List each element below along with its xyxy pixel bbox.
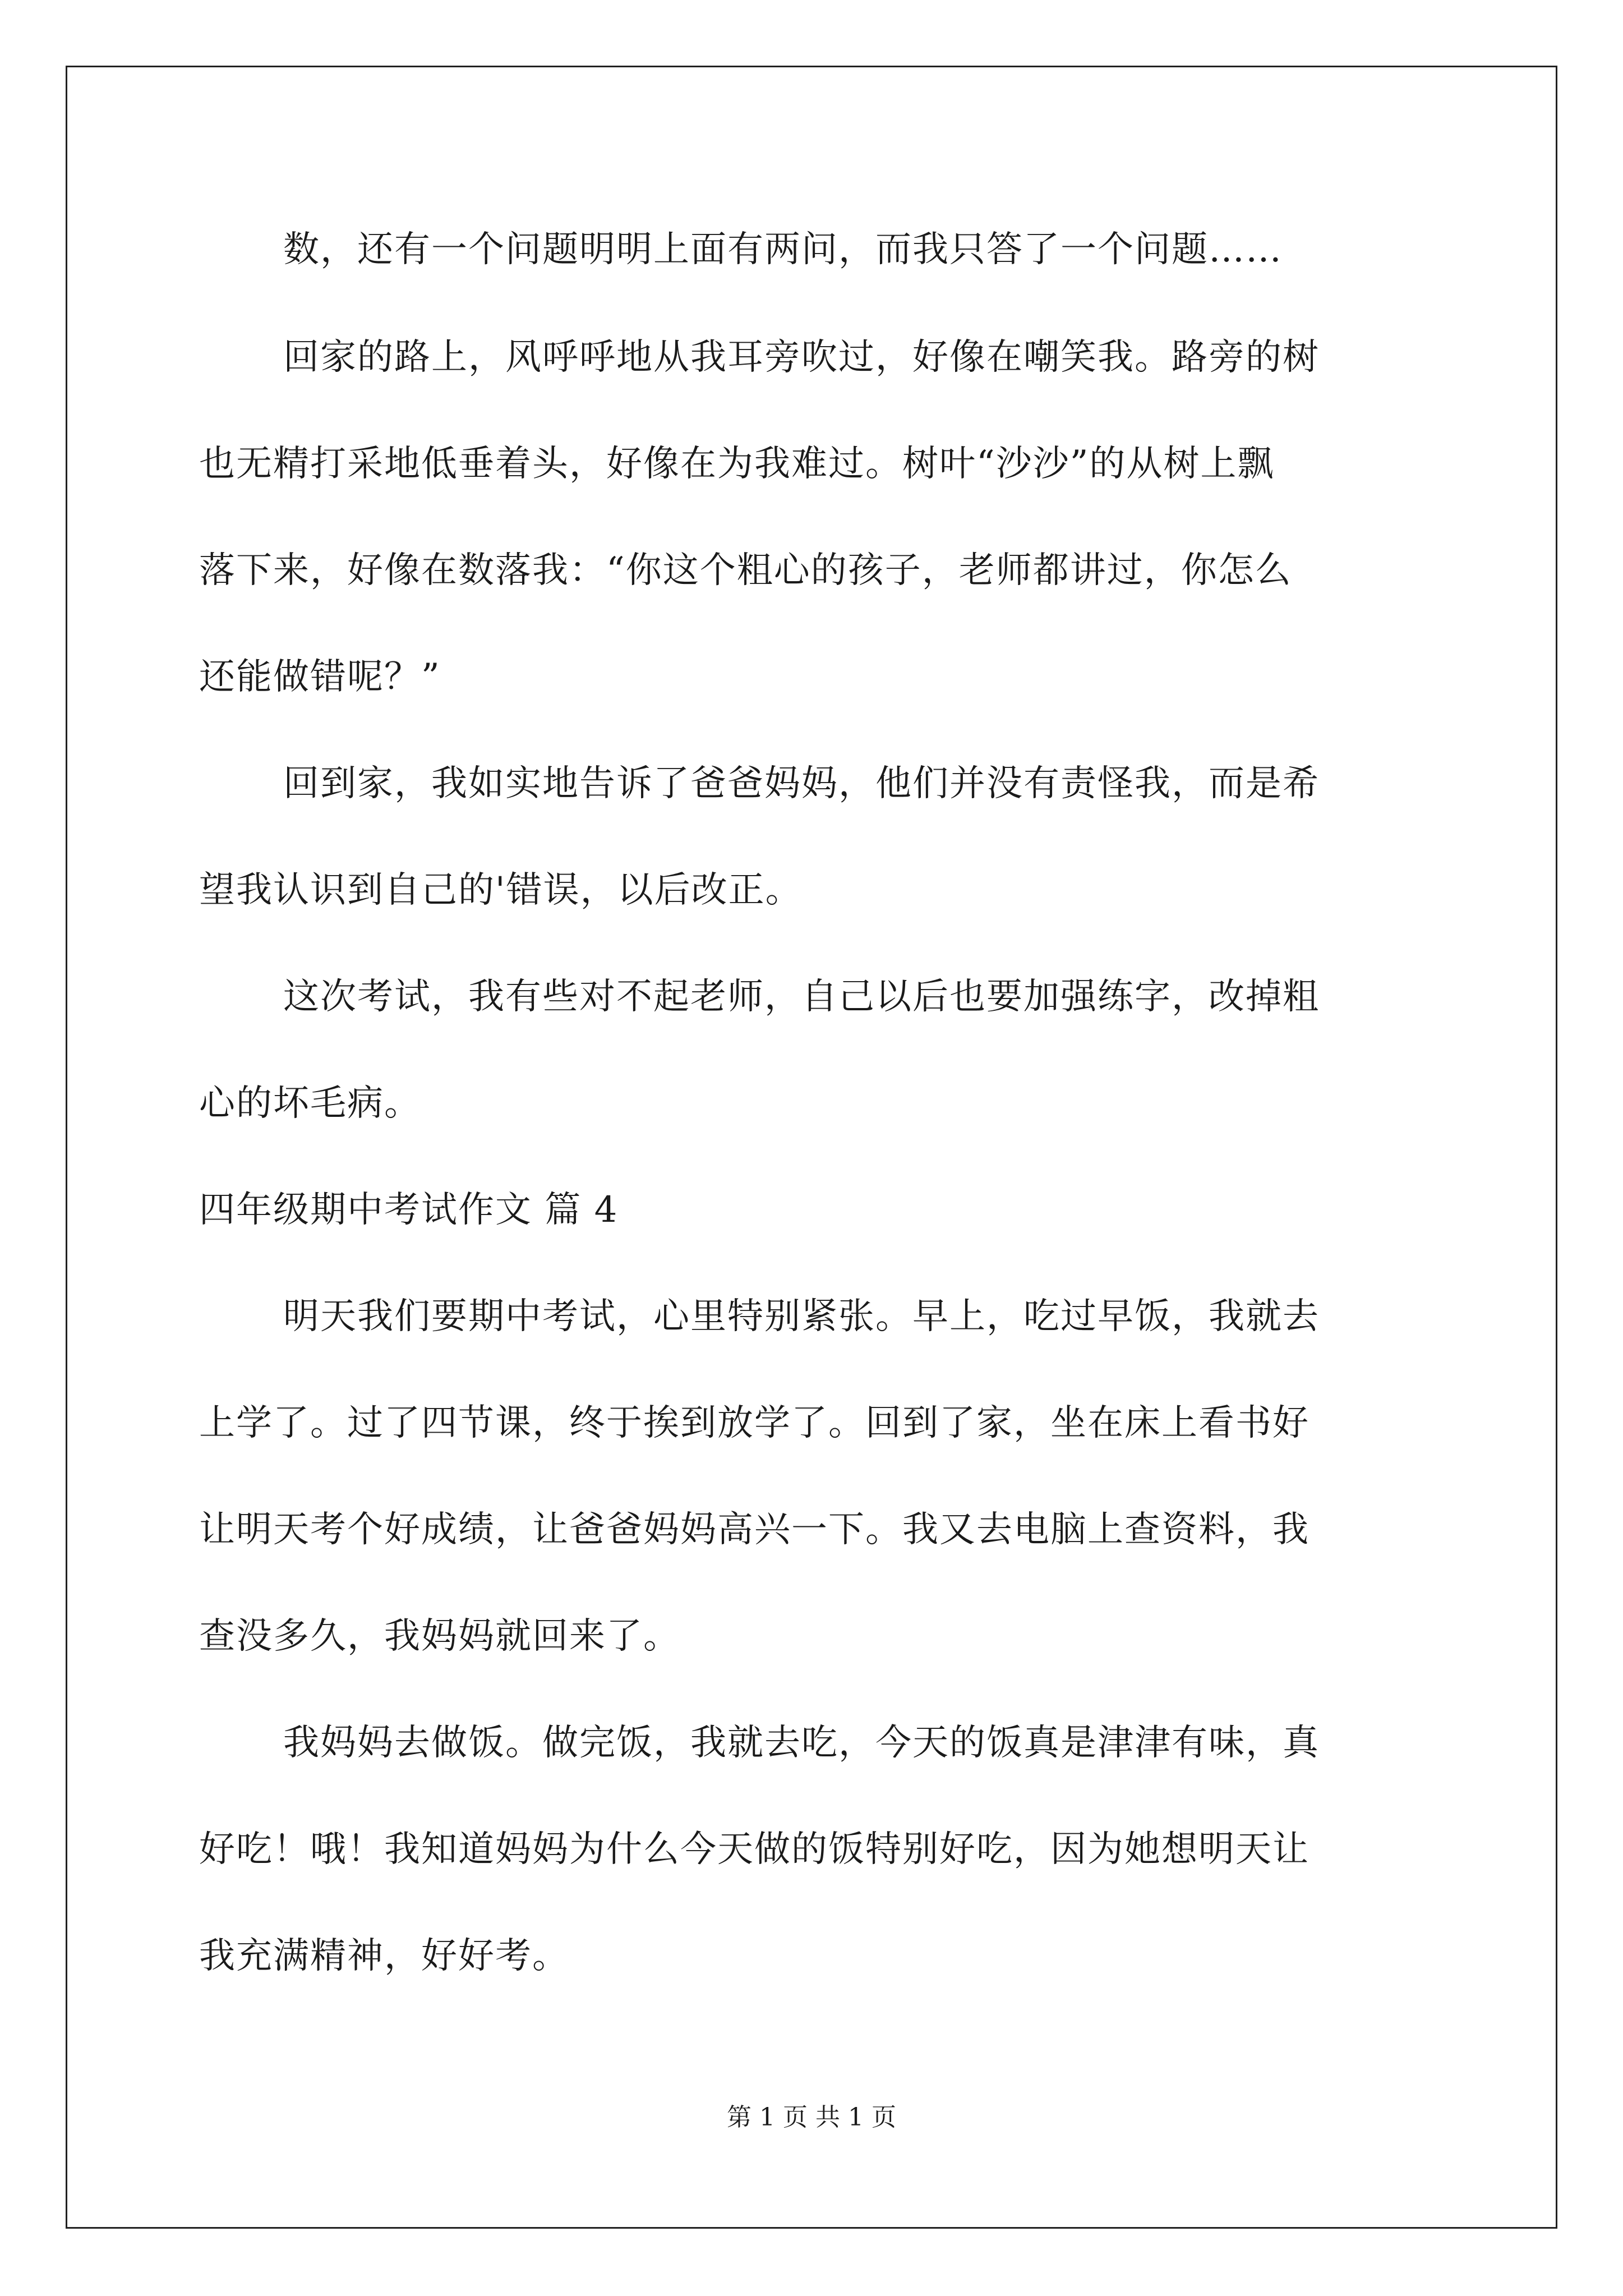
text-line: 心的坏毛病。 [199, 1083, 421, 1124]
text-line: 这次考试，我有些对不起老师，自己以后也要加强练字，改掉粗 [283, 976, 1320, 1018]
section-heading: 四年级期中考试作文 篇 4 [199, 1189, 619, 1231]
page-border [66, 66, 1557, 2229]
text-line: 上学了。过了四节课，终于挨到放学了。回到了家，坐在床上看书好 [199, 1402, 1310, 1444]
text-line: 查没多久，我妈妈就回来了。 [199, 1616, 680, 1657]
text-line: 数，还有一个问题明明上面有两问，而我只答了一个问题…… [283, 229, 1283, 270]
text-line: 好吃！哦！我知道妈妈为什么今天做的饭特别好吃，因为她想明天让 [199, 1829, 1310, 1870]
text-line: 还能做错呢？” [199, 656, 441, 698]
text-line: 明天我们要期中考试，心里特别紧张。早上，吃过早饭，我就去 [283, 1296, 1320, 1337]
page-footer: 第 1 页 共 1 页 [727, 2103, 896, 2132]
text-line: 我妈妈去做饭。做完饭，我就去吃，今天的饭真是津津有味，真 [283, 1722, 1320, 1764]
text-line: 我充满精神，好好考。 [199, 1935, 569, 1977]
text-line: 落下来，好像在数落我：“你这个粗心的孩子，老师都讲过，你怎么 [199, 550, 1292, 591]
text-line: 也无精打采地低垂着头，好像在为我难过。树叶“沙沙”的从树上飘 [199, 443, 1275, 485]
text-line: 望我认识到自己的'错误，以后改正。 [199, 869, 803, 911]
text-line: 让明天考个好成绩，让爸爸妈妈高兴一下。我又去电脑上查资料，我 [199, 1509, 1310, 1550]
text-line: 回到家，我如实地告诉了爸爸妈妈，他们并没有责怪我，而是希 [283, 763, 1320, 804]
text-line: 回家的路上，风呼呼地从我耳旁吹过，好像在嘲笑我。路旁的树 [283, 337, 1320, 378]
